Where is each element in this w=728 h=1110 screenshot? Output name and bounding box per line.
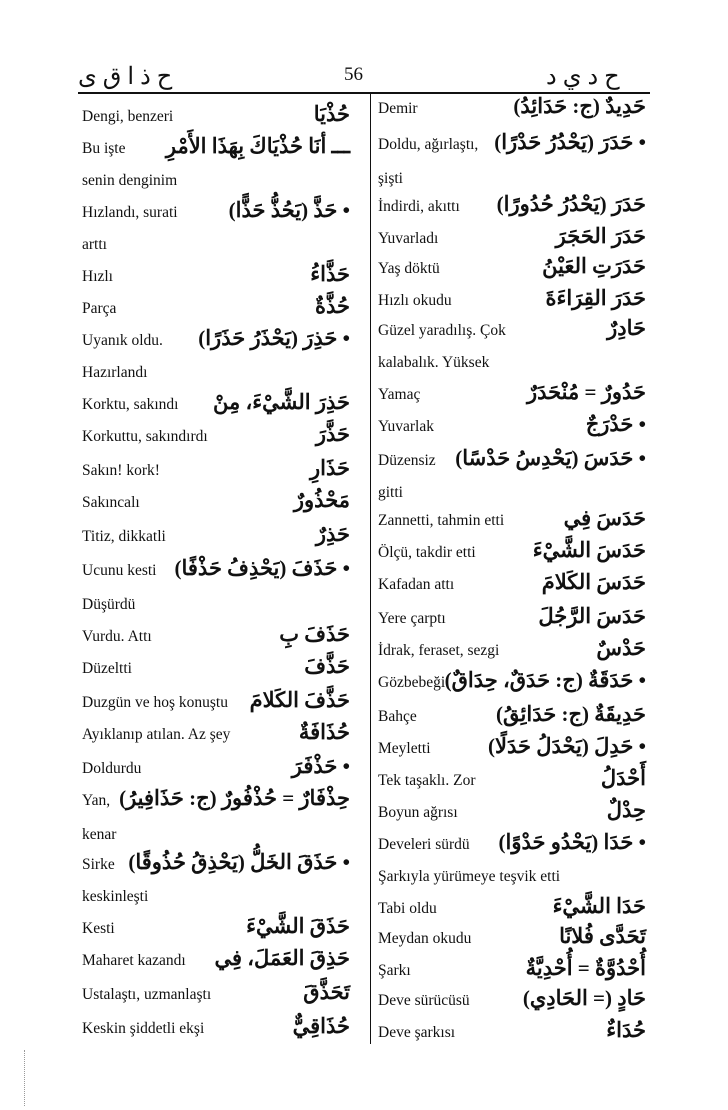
dictionary-entry: [82, 522, 350, 552]
dictionary-entry: [82, 914, 350, 944]
dictionary-entry: [378, 766, 646, 796]
arabic-headword: حَادٍ (= الحَادِي): [522, 986, 646, 1010]
turkish-gloss: Bu işte: [82, 140, 126, 157]
arabic-headword: حَذَّاءُ: [310, 262, 350, 286]
arabic-headword: حَدُورٌ = مُنْحَدَرٌ: [526, 380, 646, 404]
turkish-gloss: Ölçü, takdir etti: [378, 544, 476, 561]
turkish-gloss: Tek taşaklı. Zor: [378, 772, 476, 789]
arabic-headword: • حَدَا (يَحْدُو حَدْوًا): [498, 830, 646, 854]
turkish-gloss: Gözbebeği: [378, 674, 446, 691]
arabic-headword: حَدَرَ القِرَاءَةَ: [545, 286, 646, 310]
turkish-gloss: Meyletti: [378, 740, 431, 757]
arabic-headword: • حَدْرَجٌ: [585, 412, 646, 436]
turkish-gloss: Duzgün ve hoş konuştu: [82, 694, 228, 711]
dictionary-entry: [82, 654, 350, 684]
arabic-headword: حُذَّةٌ: [314, 294, 350, 318]
turkish-gloss: Düzeltti: [82, 660, 132, 677]
arabic-headword: حَذِرٌ: [315, 522, 350, 546]
arabic-headword: حَدِيدٌ (ج: حَدَائِدُ): [513, 94, 646, 118]
turkish-gloss: Doldurdu: [82, 760, 142, 777]
page-number: 56: [344, 64, 363, 85]
turkish-gloss: Hızlı: [82, 268, 113, 285]
dictionary-entry: [82, 294, 350, 324]
arabic-headword: حِدْلٌ: [606, 798, 646, 822]
dictionary-entry: [378, 506, 646, 536]
arabic-headword: أَحْدَلُ: [600, 766, 646, 790]
dictionary-entry: [378, 286, 646, 316]
dictionary-entry: [378, 130, 646, 160]
dictionary-entry: [82, 850, 350, 880]
turkish-gloss: Uyanık oldu.: [82, 332, 163, 349]
arabic-headword: حَادِرٌ: [607, 316, 646, 340]
dictionary-entry: [378, 1018, 646, 1048]
turkish-gloss: Kafadan attı: [378, 576, 455, 593]
turkish-gloss: Hazırlandı: [82, 364, 148, 381]
dictionary-entry: [378, 604, 646, 634]
turkish-gloss: Şarkıyla yürümeye teşvik etti: [378, 868, 561, 885]
dictionary-entry: [378, 316, 646, 346]
dictionary-entry: [82, 980, 350, 1010]
dictionary-entry: [82, 622, 350, 652]
turkish-gloss: Bahçe: [378, 708, 417, 725]
dictionary-entry: [378, 986, 646, 1016]
arabic-headword: حَدِيقَةٌ (ج: حَدَائِقُ): [496, 702, 646, 726]
arabic-headword: حَذِرَ الشَّيْءَ، مِنْ: [212, 390, 350, 414]
turkish-gloss: Hızlandı, surati: [82, 204, 178, 221]
turkish-gloss: Yaş döktü: [378, 260, 440, 277]
dictionary-entry: [378, 446, 646, 476]
dictionary-entry: [82, 688, 350, 718]
turkish-gloss: Ucunu kesti: [82, 562, 157, 579]
turkish-gloss: Boyun ağrısı: [378, 804, 458, 821]
arabic-headword: حَذَارِ: [310, 456, 350, 480]
dictionary-entry: [82, 946, 350, 976]
arabic-headword: • حَذَقَ الخَلُّ (يَحْذِقُ حُذُوقًا): [128, 850, 350, 874]
arabic-headword: • حَدَرَ (يَحْدُرُ حَدْرًا): [494, 130, 646, 154]
page-header: [0, 60, 728, 96]
arabic-headword: • حَذْفَرَ: [291, 754, 350, 778]
turkish-gloss: Keskin şiddetli ekşi: [82, 1020, 205, 1037]
dictionary-entry: [82, 166, 350, 196]
arabic-headword: حَدَرَتِ العَيْنُ: [542, 254, 646, 278]
arabic-headword: حَدْسٌ: [596, 636, 646, 660]
dictionary-entry: [378, 830, 646, 860]
turkish-gloss: keskinleşti: [82, 888, 149, 905]
turkish-gloss: Sakın! kork!: [82, 462, 160, 479]
turkish-gloss: Develeri sürdü: [378, 836, 470, 853]
arabic-headword: ـــ أنَا حُذْيَاكَ بِهَذَا الأَمْرِ: [165, 134, 350, 158]
dictionary-entry: [82, 134, 350, 164]
dictionary-entry: [82, 262, 350, 292]
dictionary-entry: [82, 198, 350, 228]
turkish-gloss: İdrak, feraset, sezgi: [378, 642, 500, 659]
arabic-headword: حَدَرَ (يَحْدُرُ حُدُورًا): [496, 192, 646, 216]
turkish-gloss: Düşürdü: [82, 596, 136, 613]
dictionary-entry: [82, 590, 350, 620]
dictionary-entry: [82, 720, 350, 750]
arabic-headword: حَدَرَ الحَجَرَ: [555, 224, 646, 248]
arabic-headword: • حَذَّ (يَحُذُّ حَذًّا): [228, 198, 350, 222]
dictionary-entry: [82, 1014, 350, 1044]
turkish-gloss: Korkuttu, sakındırdı: [82, 428, 208, 445]
dictionary-entry: [378, 862, 646, 892]
dictionary-entry: [82, 230, 350, 260]
arabic-headword: حَذَّفَ: [304, 654, 350, 678]
arabic-headword: حَدَسَ الشَّيْءَ: [532, 538, 646, 562]
arabic-headword: حَدَسَ فِي: [563, 506, 646, 530]
dictionary-entry: [378, 924, 646, 954]
scan-edge: [24, 1050, 25, 1106]
turkish-gloss: Parça: [82, 300, 117, 317]
arabic-headword: حَذَفَ بِ: [279, 622, 350, 646]
dictionary-entry: [378, 224, 646, 254]
turkish-gloss: Maharet kazandı: [82, 952, 186, 969]
dictionary-entry: [82, 390, 350, 420]
dictionary-entry: [82, 326, 350, 356]
dictionary-entry: [378, 734, 646, 764]
turkish-gloss: şişti: [378, 170, 403, 187]
arabic-headword: • حَدِلَ (يَحْدَلُ حَدَلًا): [487, 734, 646, 758]
arabic-headword: حَدَسَ الرَّجُلَ: [538, 604, 646, 628]
arabic-headword: حُدَاءٌ: [606, 1018, 646, 1042]
arabic-headword: تَحَذَّقَ: [303, 980, 350, 1004]
arabic-headword: مَحْذُورٌ: [293, 488, 350, 512]
dictionary-entry: [82, 422, 350, 452]
dictionary-entry: [378, 702, 646, 732]
turkish-gloss: Vurdu. Attı: [82, 628, 152, 645]
arabic-headword: • حَذَفَ (يَحْذِفُ حَذْفًا): [174, 556, 350, 580]
dictionary-entry: [82, 820, 350, 850]
arabic-headword: حَذَّفَ الكَلامَ: [249, 688, 350, 712]
turkish-gloss: Deve şarkısı: [378, 1024, 456, 1041]
dictionary-entry: [378, 254, 646, 284]
turkish-gloss: Dengi, benzeri: [82, 108, 174, 125]
turkish-gloss: Yuvarladı: [378, 230, 439, 247]
arabic-headword: حِذْفَارٌ = حُذْفُورٌ (ج: حَذَافِيرُ): [119, 786, 350, 810]
turkish-gloss: Korktu, sakındı: [82, 396, 179, 413]
arabic-headword: حَذَّرَ: [315, 422, 350, 446]
dictionary-entry: [378, 348, 646, 378]
arabic-headword: أُحْدُوَّةٌ = أُحْدِيَّةٌ: [525, 956, 646, 980]
arabic-headword: • حَدَقَةٌ (ج: حَدَقٌ، حِدَاقٌ): [444, 668, 646, 692]
dictionary-entry: [82, 456, 350, 486]
arabic-headword: حُذَاقِيٌّ: [292, 1014, 350, 1038]
turkish-gloss: Zannetti, tahmin etti: [378, 512, 505, 529]
turkish-gloss: İndirdi, akıttı: [378, 198, 460, 215]
turkish-gloss: gitti: [378, 484, 403, 501]
dictionary-entry: [378, 570, 646, 600]
turkish-gloss: Sirke: [82, 856, 115, 873]
dictionary-entry: [82, 488, 350, 518]
dictionary-entry: [378, 412, 646, 442]
turkish-gloss: Yere çarptı: [378, 610, 446, 627]
dictionary-entry: [378, 478, 646, 508]
dictionary-entry: [82, 882, 350, 912]
dictionary-entry: [378, 192, 646, 222]
dictionary-entry: [378, 894, 646, 924]
dictionary-entry: [378, 798, 646, 828]
turkish-gloss: Ustalaştı, uzmanlaştı: [82, 986, 212, 1003]
turkish-gloss: Titiz, dikkatli: [82, 528, 166, 545]
turkish-gloss: senin denginim: [82, 172, 178, 189]
turkish-gloss: kalabalık. Yüksek: [378, 354, 490, 371]
dictionary-entry: [82, 556, 350, 586]
turkish-gloss: Meydan okudu: [378, 930, 472, 947]
dictionary-entry: [378, 668, 646, 698]
arabic-headword: حَذِقَ العَمَلَ، فِي: [214, 946, 350, 970]
dictionary-entry: [378, 636, 646, 666]
dictionary-entry: [378, 380, 646, 410]
header-letters-right: ح د ي د: [546, 64, 620, 90]
arabic-headword: حُذَافَةٌ: [298, 720, 350, 744]
arabic-headword: حَدَا الشَّيْءَ: [552, 894, 646, 918]
turkish-gloss: Sakıncalı: [82, 494, 140, 511]
turkish-gloss: Kesti: [82, 920, 115, 937]
dictionary-entry: [82, 358, 350, 388]
turkish-gloss: Yuvarlak: [378, 418, 434, 435]
arabic-headword: حَذَقَ الشَّيْءَ: [246, 914, 350, 938]
turkish-gloss: Hızlı okudu: [378, 292, 452, 309]
dictionary-entry: [82, 754, 350, 784]
dictionary-entry: [82, 102, 350, 132]
arabic-headword: • حَذِرَ (يَحْذَرُ حَذَرًا): [198, 326, 350, 350]
turkish-gloss: Tabi oldu: [378, 900, 437, 917]
turkish-gloss: Düzensiz: [378, 452, 436, 469]
turkish-gloss: kenar: [82, 826, 117, 843]
arabic-headword: حَدَسَ الكَلامَ: [541, 570, 646, 594]
turkish-gloss: arttı: [82, 236, 107, 253]
turkish-gloss: Deve sürücüsü: [378, 992, 470, 1009]
arabic-headword: حُذْيَا: [313, 102, 350, 126]
turkish-gloss: Şarkı: [378, 962, 411, 979]
arabic-headword: تَحَدَّى فُلانًا: [559, 924, 646, 948]
dictionary-entry: [378, 956, 646, 986]
turkish-gloss: Yamaç: [378, 386, 421, 403]
dictionary-entry: [378, 94, 646, 124]
column-divider: [370, 94, 371, 1044]
turkish-gloss: Güzel yaradılış. Çok: [378, 322, 506, 339]
dictionary-entry: [378, 164, 646, 194]
turkish-gloss: Yan,: [82, 792, 111, 809]
arabic-headword: • حَدَسَ (يَحْدِسُ حَدْسًا): [455, 446, 646, 470]
dictionary-entry: [378, 538, 646, 568]
dictionary-entry: [82, 786, 350, 816]
turkish-gloss: Demir: [378, 100, 418, 117]
header-letters-left: ح ذ ا ق ى: [78, 64, 173, 90]
turkish-gloss: Ayıklanıp atılan. Az şey: [82, 726, 231, 743]
turkish-gloss: Doldu, ağırlaştı,: [378, 136, 479, 153]
